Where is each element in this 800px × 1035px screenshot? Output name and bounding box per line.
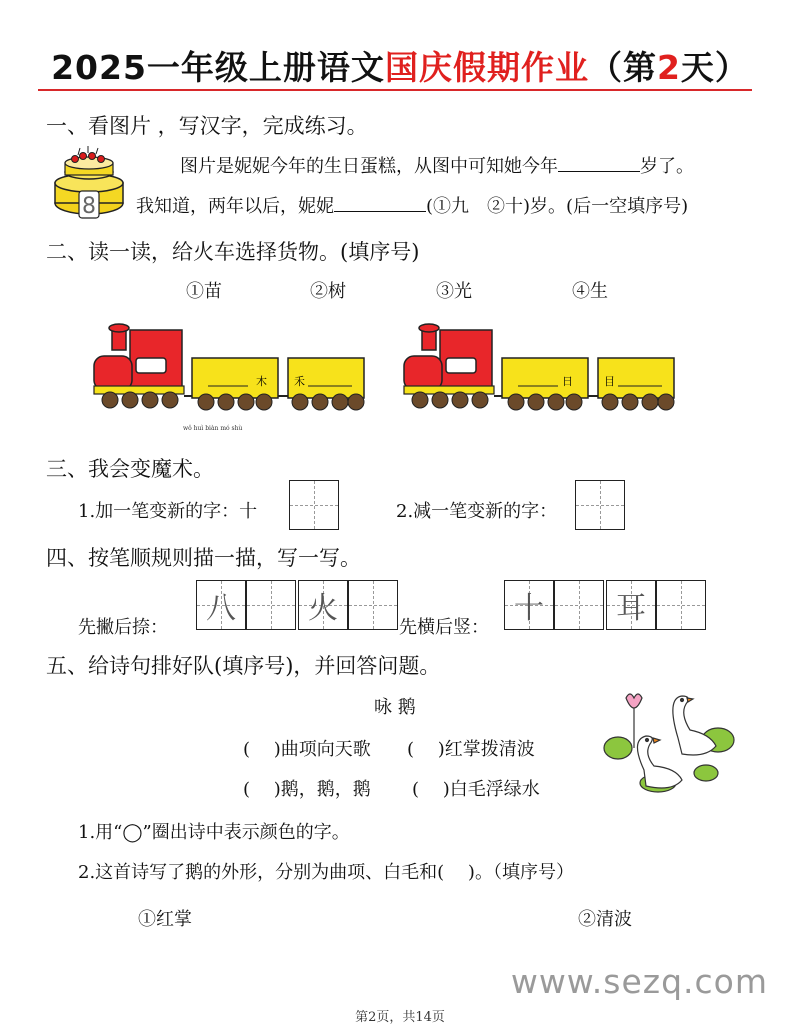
train-2: [400, 322, 690, 412]
s4-write-box[interactable]: [348, 580, 398, 630]
train-2-car-1-char: 日: [562, 375, 573, 388]
poem-line-b2: ( )白毛浮绿水: [412, 779, 540, 800]
section-5-heading: 五、给诗句排好队(填序号)，并回答问题。: [46, 654, 441, 678]
poem-line-a2: ( )红掌拨清波: [407, 739, 535, 760]
trace-char-er: 耳: [616, 591, 646, 626]
s4-write-box[interactable]: [246, 580, 296, 630]
birthday-cake-image: [48, 145, 130, 220]
title-day-close: 天）: [680, 48, 749, 87]
cake-number: 8: [82, 194, 96, 219]
section-3-heading: 三、我会变魔术。: [46, 457, 214, 481]
watermark: www.sezq.com: [510, 962, 768, 1001]
s5-question-1: 1.用“◯”圈出诗中表示颜色的字。: [78, 822, 350, 843]
title-day-number: 2: [656, 48, 681, 87]
s4-trace-box-shi: [504, 580, 554, 630]
s3-answer-box-1[interactable]: [289, 480, 339, 530]
goose-illustration: [598, 688, 748, 798]
s4-trace-box-er: [606, 580, 656, 630]
s1-line1: [180, 152, 694, 178]
pinyin-note: wǒ huì biàn mó shù: [183, 425, 243, 432]
s3-answer-box-2[interactable]: [575, 480, 625, 530]
section-1-heading: 一、看图片 ，写汉字，完成练习。: [46, 114, 368, 138]
title-highlight: 国庆假期作业: [384, 48, 589, 87]
s2-option-2: ②树: [310, 281, 346, 302]
train-2-car-2-char: 目: [604, 375, 615, 388]
section-2-heading: 二、读一读，给火车选择货物。(填序号): [46, 240, 420, 264]
s2-option-4: ④生: [572, 281, 608, 302]
page-footer: 第2页，共14页: [355, 1010, 445, 1025]
s5-option-1: ①红掌: [138, 909, 192, 930]
s4-write-box[interactable]: [656, 580, 706, 630]
trace-char-ba: 八: [206, 591, 236, 626]
s4-label-2: 先横后竖：: [399, 617, 489, 638]
title-divider: [38, 89, 752, 91]
train-1-car-2-char: 禾: [294, 375, 305, 388]
train-1: [90, 322, 380, 412]
s1-line2-text: 我知道，两年以后，妮妮: [136, 196, 334, 217]
s4-trace-box-huo: [298, 580, 348, 630]
trace-char-shi: 十: [514, 591, 544, 626]
s4-label-1: 先撇后捺：: [78, 617, 168, 638]
poem-line-a1: ( )曲项向天歌: [243, 739, 371, 760]
s4-write-box[interactable]: [554, 580, 604, 630]
s1-age-blank[interactable]: [558, 153, 640, 172]
poem-line-b1: ( )鹅，鹅，鹅: [243, 779, 371, 800]
s5-question-2: 2.这首诗写了鹅的外形，分别为曲项、白毛和( )。（填序号）: [78, 862, 574, 883]
page-title: [0, 42, 800, 89]
train-1-car-1-char: 木: [256, 375, 267, 388]
poem-title: 咏 鹅: [374, 697, 416, 718]
s1-line1-end: 岁了。: [640, 156, 694, 177]
s1-line1-text: 图片是妮妮今年的生日蛋糕，从图中可知她今年: [180, 156, 558, 177]
s3-question-2: 2.减一笔变新的字：: [396, 501, 558, 522]
s2-option-3: ③光: [436, 281, 472, 302]
title-day-open: （第: [588, 48, 657, 87]
section-4-heading: 四、按笔顺规则描一描，写一写。: [46, 546, 361, 570]
trace-char-huo: 火: [308, 591, 338, 626]
title-main: 2025一年级上册语文: [51, 48, 385, 87]
s3-question-1: 1.加一笔变新的字：十: [78, 501, 258, 522]
s1-future-age-blank[interactable]: [334, 193, 426, 212]
s4-trace-box-ba: [196, 580, 246, 630]
s1-line2-end: (①九 ②十)岁。(后一空填序号): [426, 196, 689, 217]
s5-option-2: ②清波: [578, 909, 632, 930]
s2-option-1: ①苗: [186, 281, 222, 302]
s1-line2: [136, 192, 688, 218]
